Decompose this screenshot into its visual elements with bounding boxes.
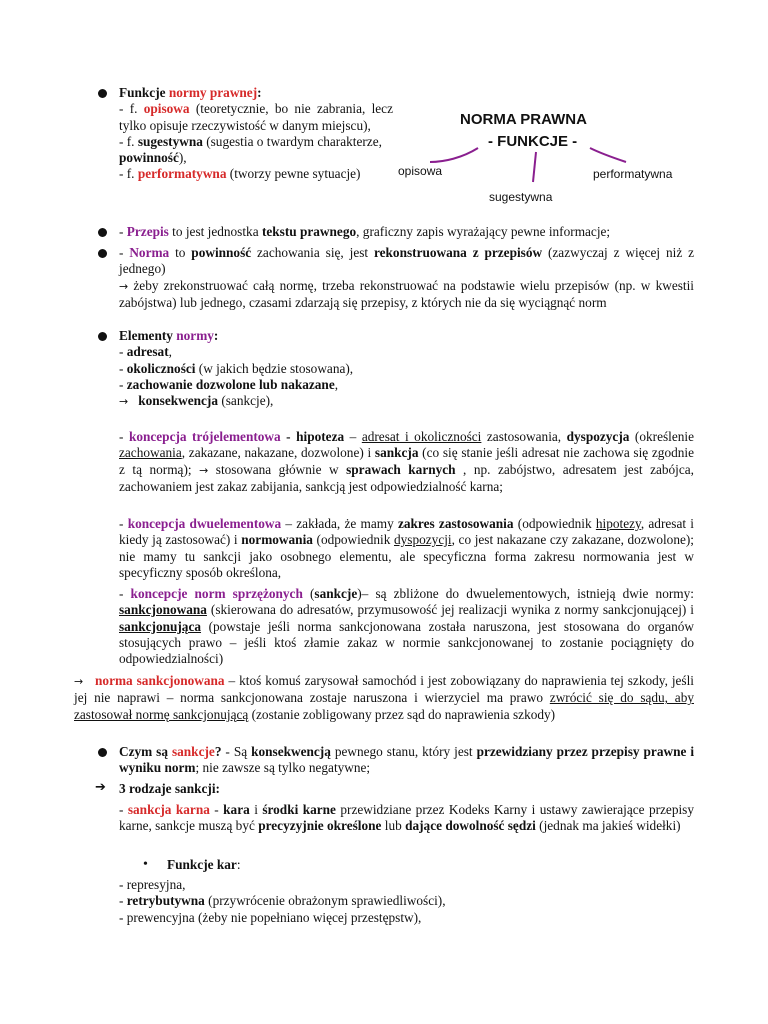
sanctioned-norm-example: → norma sankcjonowana – ktoś komuś zarysował samochód i jest zobowiązany do naprawienia tej szkody, jeśli jej nie naprawi – norma sankcjonowana zostaje naruszona i wierzyciel ma prawo zwrócić się do sądu, aby zastosował normę sankcjonującą (zostanie zobligowany przez sąd do naprawienia szkody) [74,673,694,722]
element-addressee: - adresat, [119,344,172,360]
arrow-icon: → [199,463,209,477]
bullet-dot [98,249,107,258]
element-consequence: → konsekwencja (sankcje), [119,393,274,409]
diagram-node-suggestive: sugestywna [489,190,553,204]
arrow-icon: → [119,395,129,409]
bullet-dot [98,748,107,757]
function-performative: - f. performatywna (tworzy pewne sytuacje) [119,166,361,182]
penalty-functions-list [119,877,694,926]
sanction-criminal: - sankcja karna - kara i środki karne przewidziane przez Kodeks Karny i ustawy zawierające przepisy karne, sankcje muszą być precyzyjnie określone lub dające dowolność sędzi (jednak ma jakieś widełki) [119,802,694,834]
arrow-icon: → [74,675,84,688]
arrow-icon: → [119,279,129,293]
diagram-node-descriptive: opisowa [398,164,443,178]
bullet-dot [98,332,107,341]
concept-two-element: - koncepcja dwuelementowa – zakłada, że mamy zakres zastosowania (odpowiednik hipotezy, adresat i kiedy ją zastosować) i normowania (odpowiednik dyspozycji, co jest nakazane czy zakazane, dozwolone); nie mamy tu sankcji jako osobnego elementu, ale specyficzna forma zakresu normowania jest w specyficzny sposób określona, [119,516,694,580]
section-functions [119,85,393,183]
diagram-title: NORMA PRAWNA [460,111,587,128]
sanctions-question: Czym są sankcje? - Są konsekwencją pewnego stanu, który jest przewidziany przez przepisy prawne i wyniku norm; nie zawsze są tylko negatywne; [119,744,695,776]
function-suggestive: - f. sugestywna (sugestia o twardym charakterze, powinność), [119,133,382,166]
penalty-repressive: - represyjna, [119,877,186,892]
bullet-icon: • [143,857,148,872]
bullet-dot [98,228,107,237]
sanction-types-title: 3 rodzaje sankcji: [119,781,220,796]
diagram-subtitle: - FUNKCJE - [488,133,578,150]
penalty-retributive: - retrybutywna (przywrócenie obrażonym sprawiedliwości), [119,893,446,909]
functions-diagram [392,110,702,210]
definition-norm: - Norma to powinność zachowania się, jest rekonstruowana z przepisów (zazwyczaj z więcej niż z jednego) → żeby zrekonstruować całą normę, trzeba rekonstruować na podstawie wielu przepisów (np. w kwestii zabójstwa) lub jednego, czasami zdarzają się przepisy, z których nie da się wyciągnąć norm [119,245,694,310]
penalty-preventive: - prewencyjna (żeby nie popełniano więcej przestępstw), [119,909,422,925]
section-functions-title: Funkcje normy prawnej: [119,85,262,100]
norm-reconstruction-note: → żeby zrekonstruować całą normę, trzeba rekonstruować na podstawie wielu przepisów (np. w kwestii zabójstwa) lub jednego, czasami zdarzają się przepisy, z których nie da się wyciągnąć norm [119,277,694,310]
arrow-icon: ➔ [95,780,106,795]
penalty-functions-title: Funkcje kar: [167,857,241,872]
definition-provision: - Przepis to jest jednostka tekstu prawnego, graficzny zapis wyrażający pewne informacje; [119,224,611,239]
function-descriptive: - f. opisowa (teoretycznie, bo nie zabrania, lecz tylko opisuje rzeczywistość w danym miejscu), [119,101,393,133]
norm-elements [119,328,694,410]
bullet-dot [98,89,107,98]
norm-elements-title: Elementy normy: [119,328,219,343]
element-behaviour: - zachowanie dozwolone lub nakazane, [119,376,339,392]
concept-three-element: - koncepcja trójelementowa - hipoteza – adresat i okoliczności zastosowania, dyspozycja (określenie zachowania, zakazane, nakazane, dozwolone) i sankcja (co się stanie jeśli adresat nie zachowa się zgodnie z tą normą); → stosowana głównie w sprawach karnych , np. zabójstwo, adresatem jest zabójca, zachowaniem jest zakaz zabijania, sankcją jest odpowiedzialność karna; [119,429,694,494]
diagram-node-performative: performatywna [593,167,673,181]
concept-coupled-norms: - koncepcje norm sprzężonych (sankcje)– są zbliżone do dwuelementowych, istnieją dwie normy: sankcjonowana (skierowana do adresatów, przymusowość jej realizacji wynika z normy sankcjonującej) i sankcjonująca (powstaje jeśli norma sankcjonowana została naruszona, jest stosowana do organów stosujących prawo – jeśli ktoś złamie zakaz w normie sankcjonowanej to zostanie pociągnięty do odpowiedzialności) [119,586,694,667]
element-circumstances: - okoliczności (w jakich będzie stosowana), [119,360,354,376]
